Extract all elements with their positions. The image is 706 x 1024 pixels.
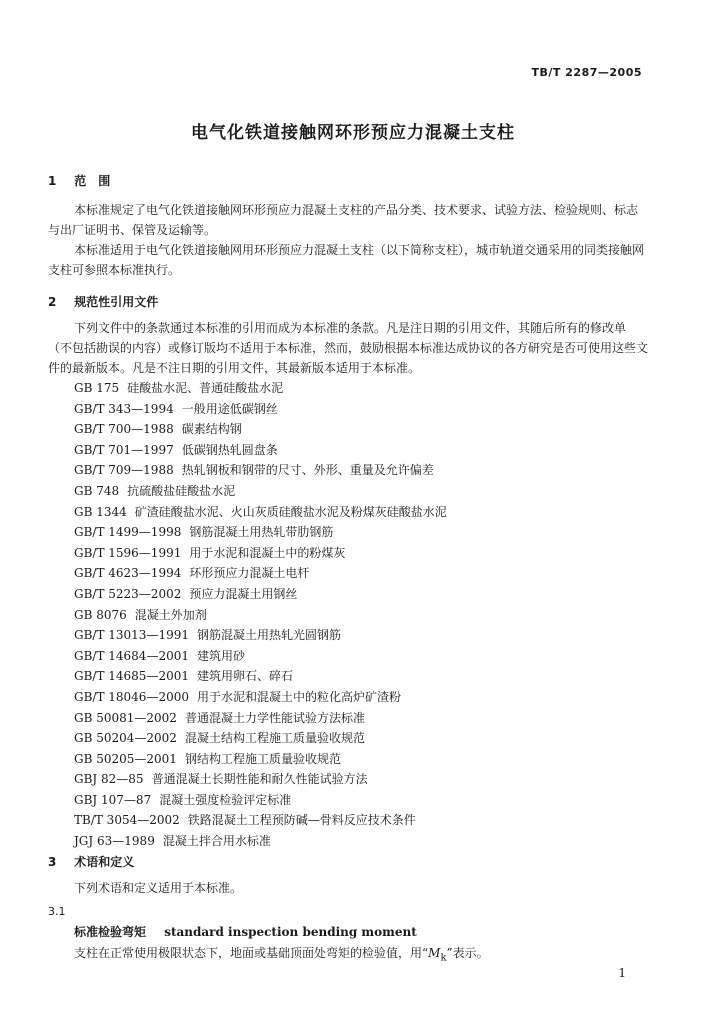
list-item: [74, 831, 447, 852]
list-item: [74, 687, 447, 708]
ref-code: GB 50204—2002: [74, 731, 177, 746]
list-item: [74, 502, 447, 523]
symbol-subscript: k: [440, 952, 447, 964]
list-item: [74, 625, 447, 646]
ref-code: GB/T 709—1988: [74, 463, 174, 478]
ref-code: GB 175: [74, 381, 120, 395]
ref-code: GBJ 107—87: [74, 792, 152, 807]
list-item: [74, 399, 447, 420]
ref-name: 用于水泥和混凝土中的粒化高炉矿渣粉: [196, 689, 401, 704]
ref-code: GB/T 14685—2001: [74, 669, 189, 684]
paragraph: 本标准规定了电气化铁道接触网环形预应力混凝土支柱的产品分类、技术要求、试验方法、检验规则、标志与出厂证明书、保管及运输等。: [48, 203, 639, 237]
ref-name: 建筑用砂: [196, 648, 245, 663]
list-item: [74, 666, 447, 687]
section-title: 规范性引用文件: [74, 295, 159, 309]
section-heading-references: [48, 293, 158, 310]
page-title: 电气化铁道接触网环形预应力混凝土支柱: [191, 123, 515, 143]
ref-name: 矿渣硅酸盐水泥、火山灰质硅酸盐水泥及粉煤灰硅酸盐水泥: [134, 504, 447, 519]
list-item: [74, 460, 447, 481]
ref-name: 碳素结构钢: [181, 422, 242, 437]
ref-code: GB 50205—2001: [74, 751, 177, 766]
list-item: [74, 749, 447, 770]
ref-code: GB/T 1596—1991: [74, 545, 182, 560]
term-line: [74, 923, 417, 940]
list-item: [74, 728, 447, 749]
list-item: [74, 563, 447, 584]
ref-name: 热轧钢板和钢带的尺寸、外形、重量及允许偏差: [181, 463, 434, 478]
section-title: 范 围: [74, 174, 111, 188]
ref-name: 混凝土强度检验评定标准: [159, 792, 292, 807]
ref-code: GB 8076: [74, 607, 127, 622]
ref-name: 一般用途低碳钢丝: [181, 401, 278, 416]
ref-name: 钢筋混凝土用热轧带肋钢筋: [189, 525, 334, 540]
ref-name: 钢结构工程施工质量验收规范: [184, 751, 341, 766]
clause-number: 3.1: [48, 905, 66, 918]
ref-code: GBJ 82—85: [74, 772, 144, 787]
ref-code: GB/T 5223—2002: [74, 586, 182, 601]
list-item: [74, 419, 447, 440]
definition-text-end: ”表示。: [446, 946, 489, 960]
ref-code: GB/T 701—1997: [74, 442, 174, 457]
std-code: TB/T 2287—2005: [531, 66, 642, 79]
ref-code: GB 50081—2002: [74, 710, 177, 725]
section-number: 2: [48, 295, 57, 309]
ref-code: GB/T 700—1988: [74, 422, 174, 437]
ref-name: 建筑用卵石、碎石: [196, 669, 293, 684]
page-number: 1: [618, 966, 626, 980]
list-item: [74, 708, 447, 729]
ref-code: GB/T 1499—1998: [74, 525, 182, 540]
ref-name: 钢筋混凝土用热轧光圆钢筋: [196, 628, 341, 643]
list-item: [74, 810, 447, 831]
list-item: [74, 481, 447, 502]
ref-name: 用于水泥和混凝土中的粉煤灰: [189, 545, 346, 560]
reference-list: [74, 378, 447, 852]
section-heading-terms: [48, 853, 134, 870]
section-number: 3: [48, 855, 57, 869]
ref-name: 低碳钢热轧圆盘条: [181, 442, 278, 457]
ref-code: GB 1344: [74, 504, 127, 519]
term-chinese: 标准检验弯矩: [74, 925, 147, 939]
paragraph: 本标准适用于电气化铁道接触网用环形预应力混凝土支柱（以下简称支柱），城市轨道交通采用的同类接触网支柱可参照本标准执行。: [48, 243, 645, 277]
ref-code: GB 748: [74, 483, 120, 498]
list-item: [74, 790, 447, 811]
ref-code: GB/T 14684—2001: [74, 648, 189, 663]
list-item: [74, 605, 447, 626]
ref-name: 环形预应力混凝土电杆: [189, 566, 310, 581]
definition-text: 支柱在正常使用极限状态下，地面或基础顶面处弯矩的检验值，用“: [74, 946, 429, 960]
ref-code: GB/T 18046—2000: [74, 689, 189, 704]
list-item: [74, 522, 447, 543]
symbol: M: [428, 946, 441, 960]
list-item: [74, 646, 447, 667]
ref-code: GB/T 343—1994: [74, 401, 174, 416]
paragraph: 下列文件中的条款通过本标准的引用而成为本标准的条款。凡是注日期的引用文件，其随后所有的修改单（不包括勘误的内容）或修订版均不适用于本标准，然而，鼓励根据本标准达成协议的各方研究是否可使用这些文件的最新版本。凡是不注日期的引用文件，其最新版本适用于本标准。: [48, 321, 649, 375]
ref-name: 铁路混凝土工程预防碱—骨料反应技术条件: [187, 813, 416, 828]
ref-name: 普通混凝土长期性能和耐久性能试验方法: [151, 772, 368, 787]
term-definition: [74, 944, 489, 963]
ref-code: GB/T 13013—1991: [74, 628, 189, 643]
paragraph: 下列术语和定义适用于本标准。: [74, 881, 243, 895]
term-english: standard inspection bending moment: [164, 925, 417, 939]
ref-name: 混凝土拌合用水标准: [162, 834, 271, 849]
ref-code: GB/T 4623—1994: [74, 566, 182, 581]
section-title: 术语和定义: [74, 855, 135, 869]
list-item: [74, 769, 447, 790]
ref-code: TB/T 3054—2002: [74, 813, 180, 828]
list-item: [74, 440, 447, 461]
ref-name: 混凝土结构工程施工质量验收规范: [184, 731, 365, 746]
ref-name: 普通混凝土力学性能试验方法标准: [184, 710, 365, 725]
list-item: [74, 543, 447, 564]
section-heading-scope: [48, 172, 110, 189]
ref-name: 预应力混凝土用钢丝: [189, 586, 298, 601]
ref-name: 硅酸盐水泥、普通硅酸盐水泥: [127, 381, 284, 395]
list-item: [74, 378, 447, 399]
list-item: [74, 584, 447, 605]
section-number: 1: [48, 174, 57, 188]
ref-name: 混凝土外加剂: [134, 607, 207, 622]
ref-code: JGJ 63—1989: [74, 834, 155, 849]
ref-name: 抗硫酸盐硅酸盐水泥: [127, 483, 236, 498]
